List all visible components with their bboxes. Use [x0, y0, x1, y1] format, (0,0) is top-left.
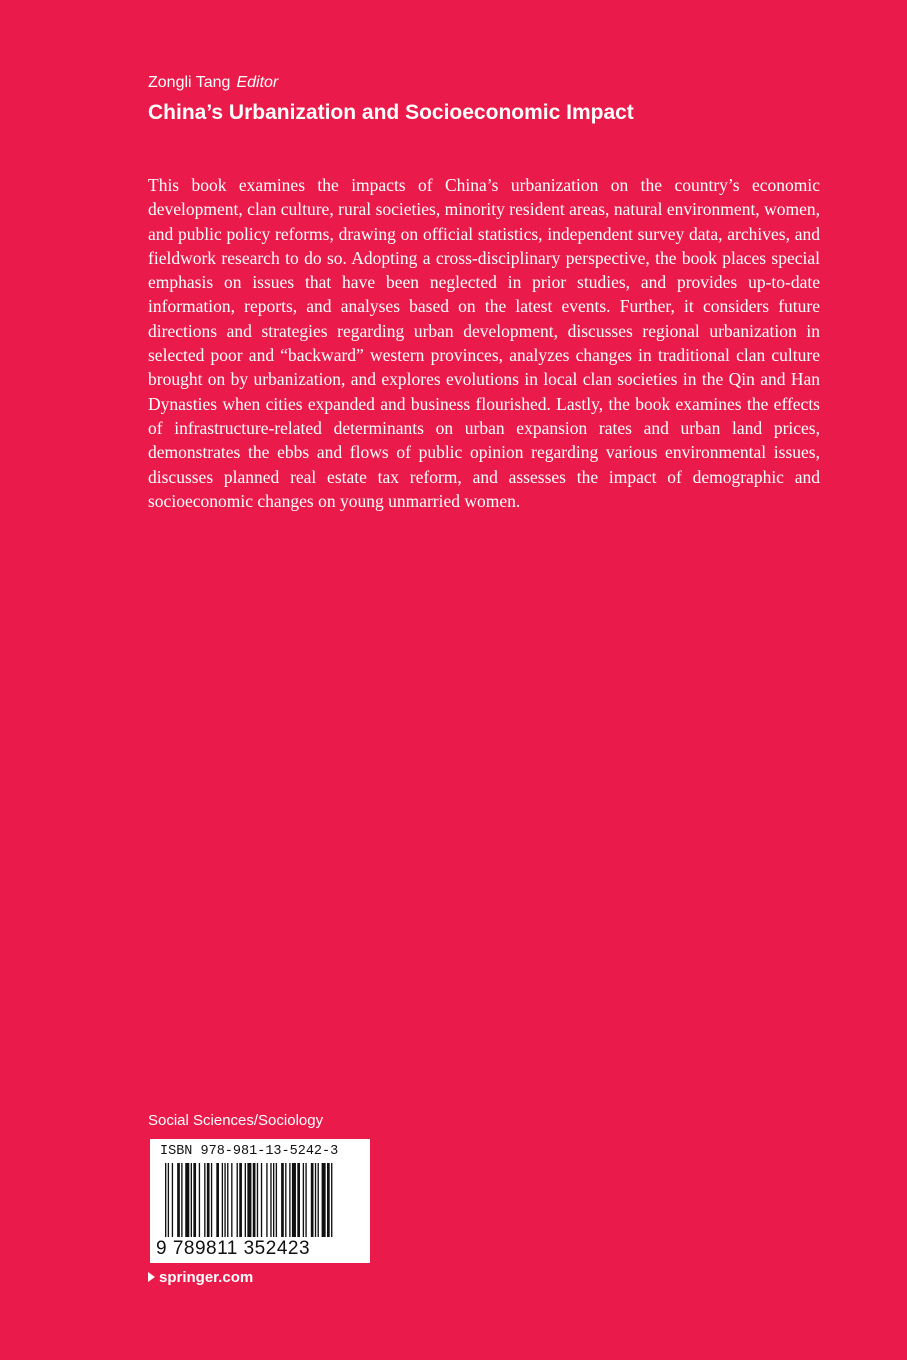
barcode-bar: [292, 1163, 296, 1237]
barcode-bar: [165, 1163, 166, 1237]
barcode-bar: [193, 1163, 196, 1237]
barcode-bar: [276, 1163, 277, 1237]
barcode-bar: [247, 1163, 251, 1237]
barcode-bar: [216, 1163, 219, 1237]
barcode-bars: [164, 1163, 358, 1237]
barcode-bar: [327, 1163, 330, 1237]
isbn-text: ISBN 978-981-13-5242-3: [160, 1144, 339, 1159]
barcode-bar: [270, 1163, 271, 1237]
barcode-bar: [191, 1163, 192, 1237]
barcode-bar: [204, 1163, 205, 1237]
barcode-bar: [273, 1163, 274, 1237]
subject-category: Social Sciences/Sociology: [148, 1112, 324, 1129]
barcode-bar: [315, 1163, 316, 1237]
barcode-bar: [253, 1163, 256, 1237]
book-blurb: This book examines the impacts of China’s urbanization on the country’s economic development, clan culture, rural societies, minority resident areas, natural environment, women, and public policy reforms, drawing on official statistics, independent survey data, archives, and fieldwork research to do so. Adopting a cross-disciplinary perspective, the book places special emphasis on issues that have been neglected in prior studies, and provides up-to-date information, reports, and analyses based on the latest events. Further, it considers future directions and strategies regarding urban development, discusses regional urbanization in selected poor and “backward” western provinces, analyzes changes in traditional clan culture brought on by urbanization, and explores evolutions in local clan societies in the Qin and Han Dynasties when cities expanded and business flourished. Lastly, the book examines the effects of infrastructure-related determinants on urban expansion rates and urban land prices, demonstrates the ebbs and flows of public opinion regarding various environmental issues, discusses planned real estate tax reform, and assesses the impact of demographic and socioeconomic changes on young unmarried women.: [148, 175, 820, 511]
barcode-bar: [311, 1163, 314, 1237]
barcode-bar: [281, 1163, 284, 1237]
publisher-url: springer.com: [159, 1269, 254, 1286]
barcode-bar: [239, 1163, 242, 1237]
editor-name: Zongli Tang: [148, 74, 231, 91]
barcode-bar: [318, 1163, 319, 1237]
barcode-bar: [331, 1163, 332, 1237]
barcode-bar: [237, 1163, 238, 1237]
barcode-bar: [297, 1163, 300, 1237]
barcode-bar: [211, 1163, 212, 1237]
barcode-bar: [199, 1163, 200, 1237]
barcode-bar: [322, 1163, 326, 1237]
barcode-bar: [285, 1163, 286, 1237]
publisher-link[interactable]: [148, 1268, 253, 1288]
barcode-bar: [177, 1163, 180, 1237]
barcode-bar: [227, 1163, 228, 1237]
book-title: China’s Urbanization and Socioeconomic Impact: [148, 101, 634, 124]
barcode-bar: [303, 1163, 304, 1237]
barcode-bar: [289, 1163, 290, 1237]
editor-line: [148, 72, 278, 94]
barcode-bar: [261, 1163, 262, 1237]
barcode-bar: [257, 1163, 258, 1237]
barcode-bar: [305, 1163, 306, 1237]
barcode-box: [150, 1139, 370, 1263]
barcode-bar: [207, 1163, 210, 1237]
ean-digits: 9 789811 352423: [156, 1238, 311, 1259]
barcode-bar: [231, 1163, 232, 1237]
barcode-bar: [245, 1163, 246, 1237]
editor-role: Editor: [236, 74, 279, 91]
arrow-icon: [148, 1272, 155, 1282]
barcode-bar: [266, 1163, 267, 1237]
barcode-bar: [224, 1163, 225, 1237]
barcode-bar: [185, 1163, 189, 1237]
barcode-bar: [168, 1163, 169, 1237]
barcode-bar: [172, 1163, 173, 1237]
barcode-bar: [222, 1163, 223, 1237]
barcode-bar: [181, 1163, 182, 1237]
